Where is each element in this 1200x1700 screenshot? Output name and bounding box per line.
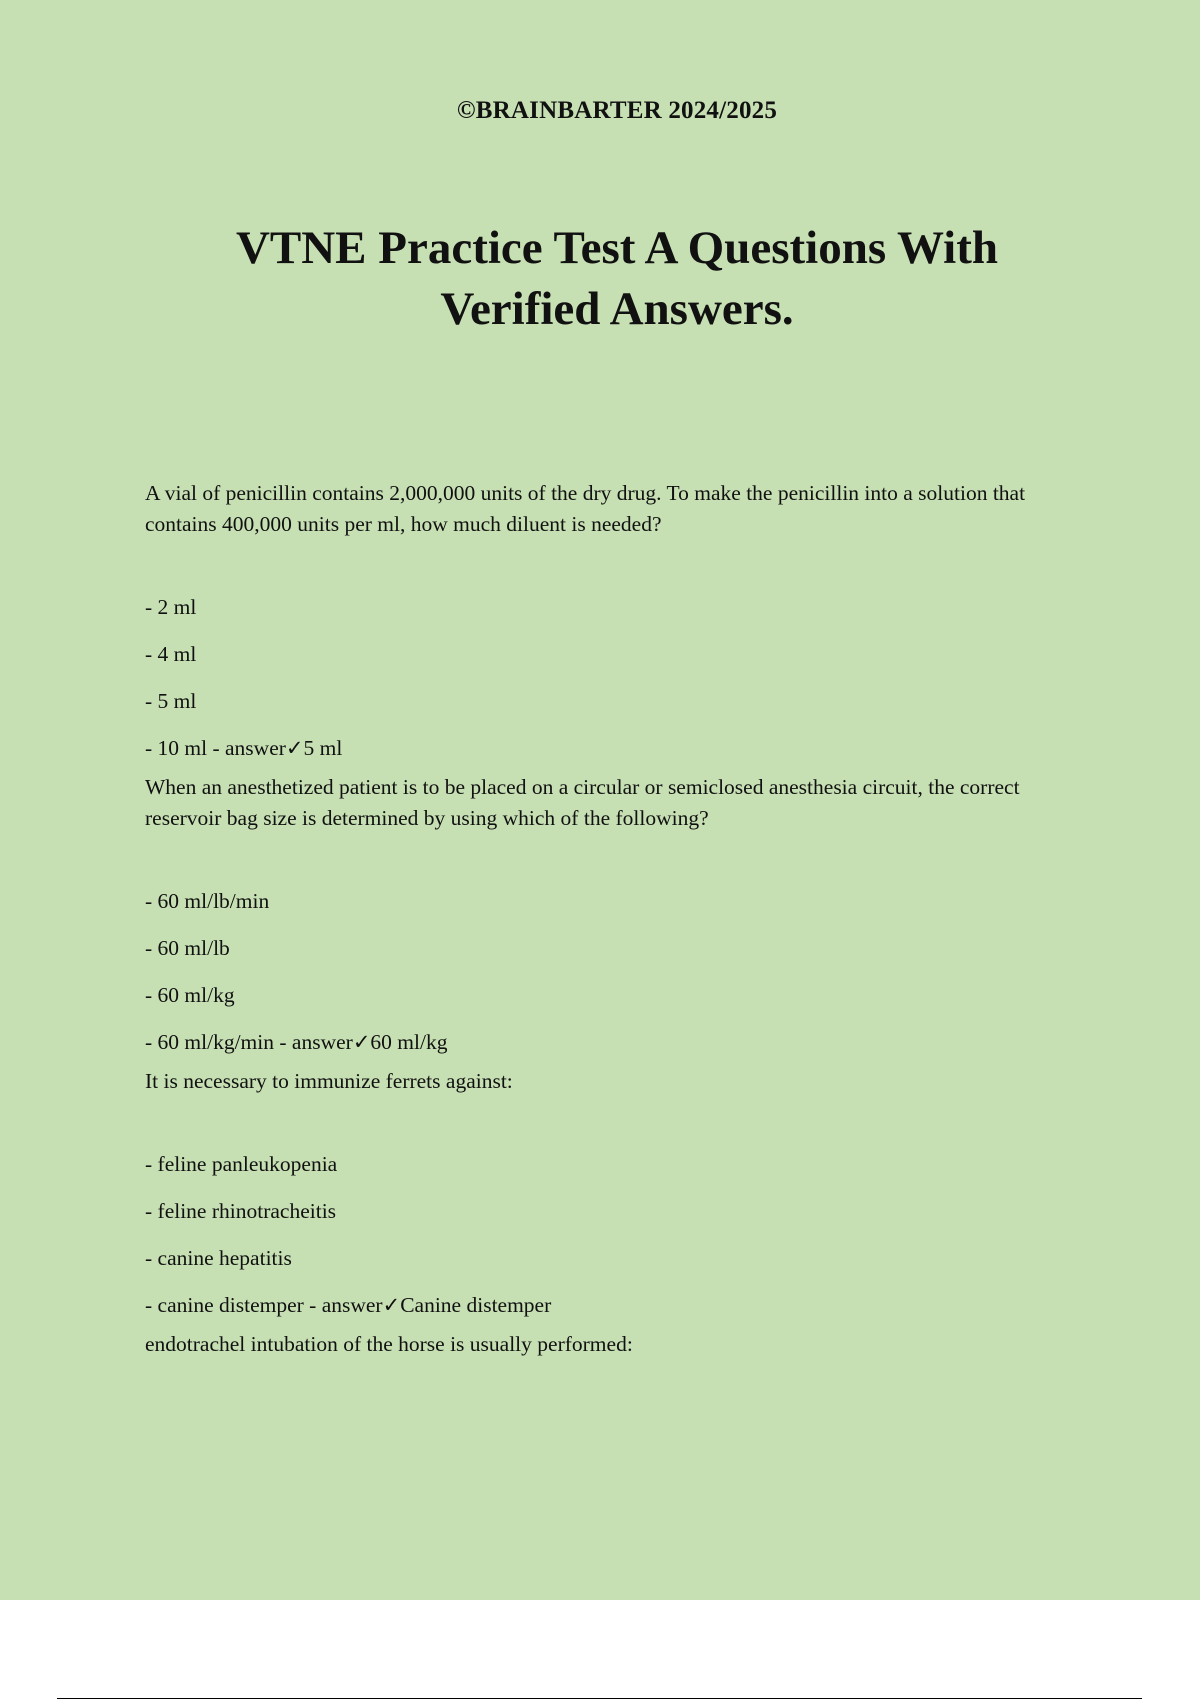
answer-option: - feline panleukopenia (145, 1152, 338, 1176)
answer-option: - 2 ml (145, 595, 197, 619)
question-text: It is necessary to immunize ferrets against: (145, 1069, 513, 1093)
option-label: - canine distemper - answer (145, 1293, 383, 1317)
answer-option-final (145, 725, 1085, 772)
answer-option: - feline rhinotracheitis (145, 1199, 337, 1223)
footer-divider (57, 1698, 1142, 1699)
answer-option: - 5 ml (145, 689, 197, 713)
title-line-1: VTNE Practice Test A Questions With (235, 222, 999, 274)
option-label: - 60 ml/kg/min - answer (145, 1030, 353, 1054)
document-title (0, 218, 1200, 340)
question-text: endotrachel intubation of the horse is usually performed: (145, 1332, 633, 1356)
answer-option: - 60 ml/lb (145, 936, 230, 960)
option-label: - 10 ml - answer (145, 736, 286, 760)
answer-option-final (145, 1019, 1085, 1066)
answer-option: - 60 ml/lb/min (145, 889, 270, 913)
check-mark-icon: ✓ (352, 1030, 371, 1054)
answer-option: - 4 ml (145, 642, 197, 666)
copyright-header: ©BRAINBARTER 2024/2025 (456, 97, 778, 124)
question-text: A vial of penicillin contains 2,000,000 units of the dry drug. To make the penicillin into a solution that contains 400,000 units per ml, how much diluent is needed? (145, 481, 1026, 536)
answer-option: - canine hepatitis (145, 1246, 292, 1270)
title-line-2: Verified Answers. (440, 283, 794, 335)
check-mark-icon: ✓ (285, 736, 304, 760)
answer-option: - 60 ml/kg (145, 983, 235, 1007)
correct-answer: Canine distemper (400, 1293, 552, 1317)
answer-option-final (145, 1282, 1085, 1329)
question-list (145, 478, 1085, 1360)
question-text: When an anesthetized patient is to be placed on a circular or semiclosed anesthesia circuit, the correct reservoir bag size is determined by using which of the following? (145, 775, 1020, 830)
correct-answer: 60 ml/kg (370, 1030, 448, 1054)
check-mark-icon: ✓ (382, 1293, 401, 1317)
correct-answer: 5 ml (303, 736, 343, 760)
